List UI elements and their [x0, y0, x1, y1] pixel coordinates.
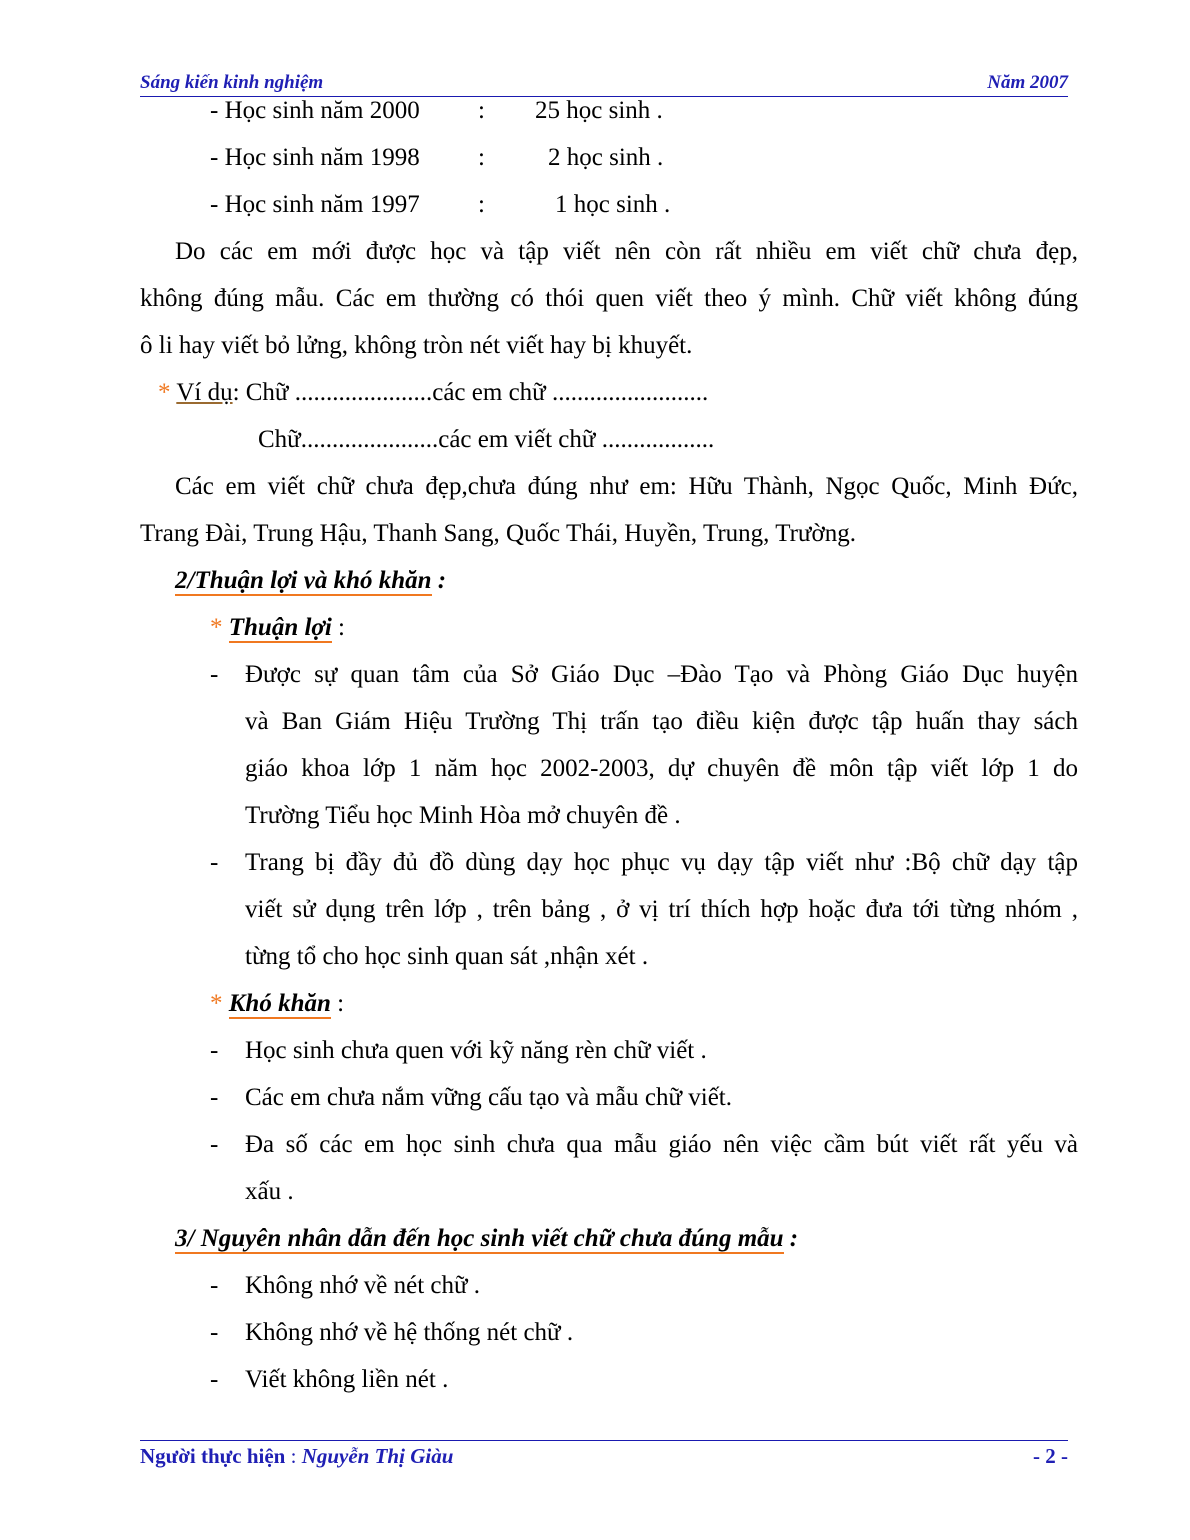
bullet-line: từng tổ cho học sinh quan sát ,nhận xét . — [245, 943, 649, 970]
bullet-line: và Ban Giám Hiệu Trường Thị trấn tạo điều kiện được tập huấn thay sách — [245, 708, 1078, 735]
stat-sep: : — [478, 191, 485, 218]
bullet-dash: - — [210, 849, 219, 876]
header-left-title: Sáng kiến kinh nghiệm — [140, 72, 324, 93]
stat-sep: : — [478, 144, 485, 171]
bullet-line: Được sự quan tâm của Sở Giáo Dục –Đào Tạo và Phòng Giáo Dục huyện — [245, 661, 1078, 688]
paragraph-line: ô li hay viết bỏ lửng, không tròn nét viết hay bị khuyết. — [140, 332, 693, 359]
paragraph-line: Trang Đài, Trung Hậu, Thanh Sang, Quốc Thái, Huyền, Trung, Trường. — [140, 520, 856, 547]
bullet-dash: - — [210, 1131, 219, 1158]
stat-label: - Học sinh năm 1997 — [210, 191, 420, 218]
stat-value: 2 học sinh . — [548, 144, 664, 171]
header-right-year: Năm 2007 — [987, 72, 1068, 93]
example-text: : Chữ ......................các em chữ ......................... — [232, 379, 709, 406]
bullet-line: giáo khoa lớp 1 năm học 2002-2003, dự chuyên đề môn tập viết lớp 1 do — [245, 755, 1078, 782]
bullet-dash: - — [210, 1366, 219, 1393]
subheading-text: Khó khăn — [228, 990, 331, 1017]
footer-author — [140, 1444, 453, 1469]
bullet-line: xấu . — [245, 1178, 294, 1205]
footer-sep: : — [285, 1444, 302, 1468]
subheading-colon: : — [330, 990, 345, 1017]
stat-sep: : — [478, 97, 485, 124]
subheading-thuan-loi — [210, 613, 345, 643]
section-heading-text: 3/ Nguyên nhân dẫn đến học sinh viết chữ chưa đúng mẫu — [175, 1225, 784, 1252]
subheading-kho-khan — [210, 989, 344, 1019]
paragraph-line: không đúng mẫu. Các em thường có thói quen viết theo ý mình. Chữ viết không đúng — [140, 285, 1078, 312]
bullet-dash: - — [210, 1037, 219, 1064]
page-number: - 2 - — [1033, 1444, 1068, 1468]
bullet-line: Trang bị đầy đủ đồ dùng dạy học phục vụ dạy tập viết như :Bộ chữ dạy tập — [245, 849, 1078, 876]
bullet-dash: - — [210, 661, 219, 688]
section-heading-colon: : — [431, 567, 447, 594]
example-label: Ví dụ — [176, 379, 233, 406]
footer-label: Người thực hiện — [140, 1444, 286, 1468]
paragraph-line: Các em viết chữ chưa đẹp,chưa đúng như em: Hữu Thành, Ngọc Quốc, Minh Đức, — [175, 473, 1078, 500]
section-heading-3 — [175, 1224, 798, 1254]
bullet-line: Viết không liền nét . — [245, 1366, 449, 1393]
section-heading-2 — [175, 566, 446, 596]
subheading-text: Thuận lợi — [228, 614, 332, 641]
asterisk-icon: * — [158, 379, 171, 406]
subheading-colon: : — [331, 614, 345, 641]
stat-value: 1 học sinh . — [555, 191, 671, 218]
bullet-line: Đa số các em học sinh chưa qua mẫu giáo nên việc cầm bút viết rất yếu và — [245, 1131, 1078, 1158]
bullet-dash: - — [210, 1319, 219, 1346]
stat-label: - Học sinh năm 1998 — [210, 144, 420, 171]
bullet-line: viết sử dụng trên lớp , trên bảng , ở vị trí thích hợp hoặc đưa tới từng nhóm , — [245, 896, 1078, 923]
asterisk-icon: * — [210, 990, 223, 1017]
stat-value: 25 học sinh . — [535, 97, 663, 124]
paragraph-line: Do các em mới được học và tập viết nên còn rất nhiều em viết chữ chưa đẹp, — [175, 238, 1078, 265]
footer-divider — [140, 1440, 1068, 1441]
bullet-dash: - — [210, 1272, 219, 1299]
section-heading-colon: : — [783, 1225, 799, 1252]
bullet-line: Không nhớ về hệ thống nét chữ . — [245, 1319, 574, 1346]
asterisk-icon: * — [210, 614, 223, 641]
bullet-dash: - — [210, 1084, 219, 1111]
stat-label: - Học sinh năm 2000 — [210, 97, 420, 124]
page-header — [140, 70, 1068, 97]
section-heading-text: 2/Thuận lợi và khó khăn — [175, 567, 432, 594]
footer-name: Nguyễn Thị Giàu — [301, 1444, 454, 1468]
bullet-line: Trường Tiểu học Minh Hòa mở chuyên đề . — [245, 802, 681, 829]
example-line-2: Chữ......................các em viết chữ .................. — [258, 426, 715, 453]
bullet-line: Học sinh chưa quen với kỹ năng rèn chữ viết . — [245, 1037, 707, 1064]
example-line-1 — [158, 378, 708, 408]
bullet-line: Không nhớ về nét chữ . — [245, 1272, 481, 1299]
bullet-line: Các em chưa nắm vững cấu tạo và mẫu chữ viết. — [245, 1084, 732, 1111]
